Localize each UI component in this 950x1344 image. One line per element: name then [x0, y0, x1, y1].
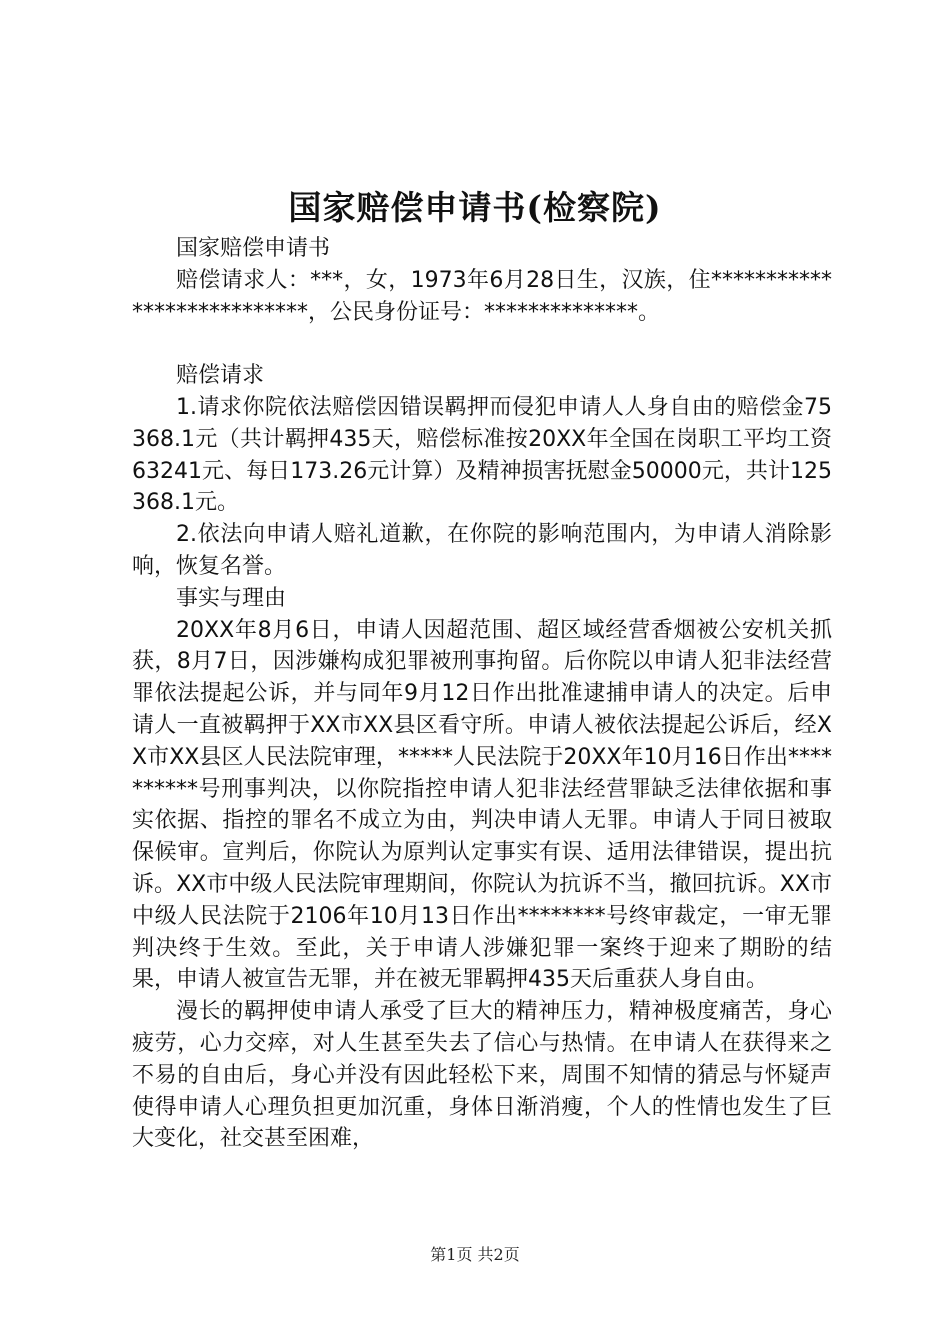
paragraph-claim-1: 1.请求你院依法赔偿因错误羁押而侵犯申请人人身自由的赔偿金75368.1元（共计羁押435天，赔偿标准按20XX年全国在岗职工平均工资63241元、每日173.26元计算）及精神损害抚慰金50000元，共计125368.1元。	[132, 394, 832, 516]
paragraph-heading: 国家赔偿申请书	[176, 236, 331, 261]
paragraph-facts-heading: 事实与理由	[176, 585, 287, 611]
document-title: 国家赔偿申请书(检察院)	[288, 188, 662, 227]
paragraph-impact: 漫长的羁押使申请人承受了巨大的精神压力，精神极度痛苦，身心疲劳，心力交瘁，对人生甚至失去了信心与热情。在申请人在获得来之不易的自由后，身心并没有因此轻松下来，周围不知情的猜忌与怀疑声使得申请人心理负担更加沉重，身体日渐消瘦，个人的性情也发生了巨大变化，社交甚至困难，	[132, 999, 832, 1152]
paragraph-facts: 20XX年8月6日，申请人因超范围、超区域经营香烟被公安机关抓获，8月7日，因涉嫌构成犯罪被刑事拘留。后你院以申请人犯非法经营罪依法提起公诉，并与同年9月12日作出批准逮捕申请人的决定。后申请人一直被羁押于XX市XX县区看守所。申请人被依法提起公诉后，经XX市XX县区人民法院审理，*****人民法院于20XX年10月16日作出**********号刑事判决，以你院指控申请人犯非法经营罪缺乏法律依据和事实依据、指控的罪名不成立为由，判决申请人无罪。申请人于同日被取保候审。宣判后，你院认为原判认定事实有误、适用法律错误，提出抗诉。XX市中级人民法院审理期间，你院认为抗诉不当，撤回抗诉。XX市中级人民法院于2106年10月13日作出********号终审裁定，一审无罪判决终于生效。至此，关于申请人涉嫌犯罪一案终于迎来了期盼的结果，申请人被宣告无罪，并在被无罪羁押435天后重获人身自由。	[132, 617, 832, 993]
paragraph-claim-2: 2.依法向申请人赔礼道歉，在你院的影响范围内，为申请人消除影响，恢复名誉。	[132, 522, 832, 579]
paragraph-claims-heading: 赔偿请求	[176, 363, 265, 389]
page-number-footer: 第1页 共2页	[430, 1245, 520, 1264]
document-body	[132, 233, 832, 1155]
paragraph-claimant: 赔偿请求人：***，女，1973年6月28日生，汉族，住***************************，公民身份证号：**************。	[132, 267, 832, 325]
